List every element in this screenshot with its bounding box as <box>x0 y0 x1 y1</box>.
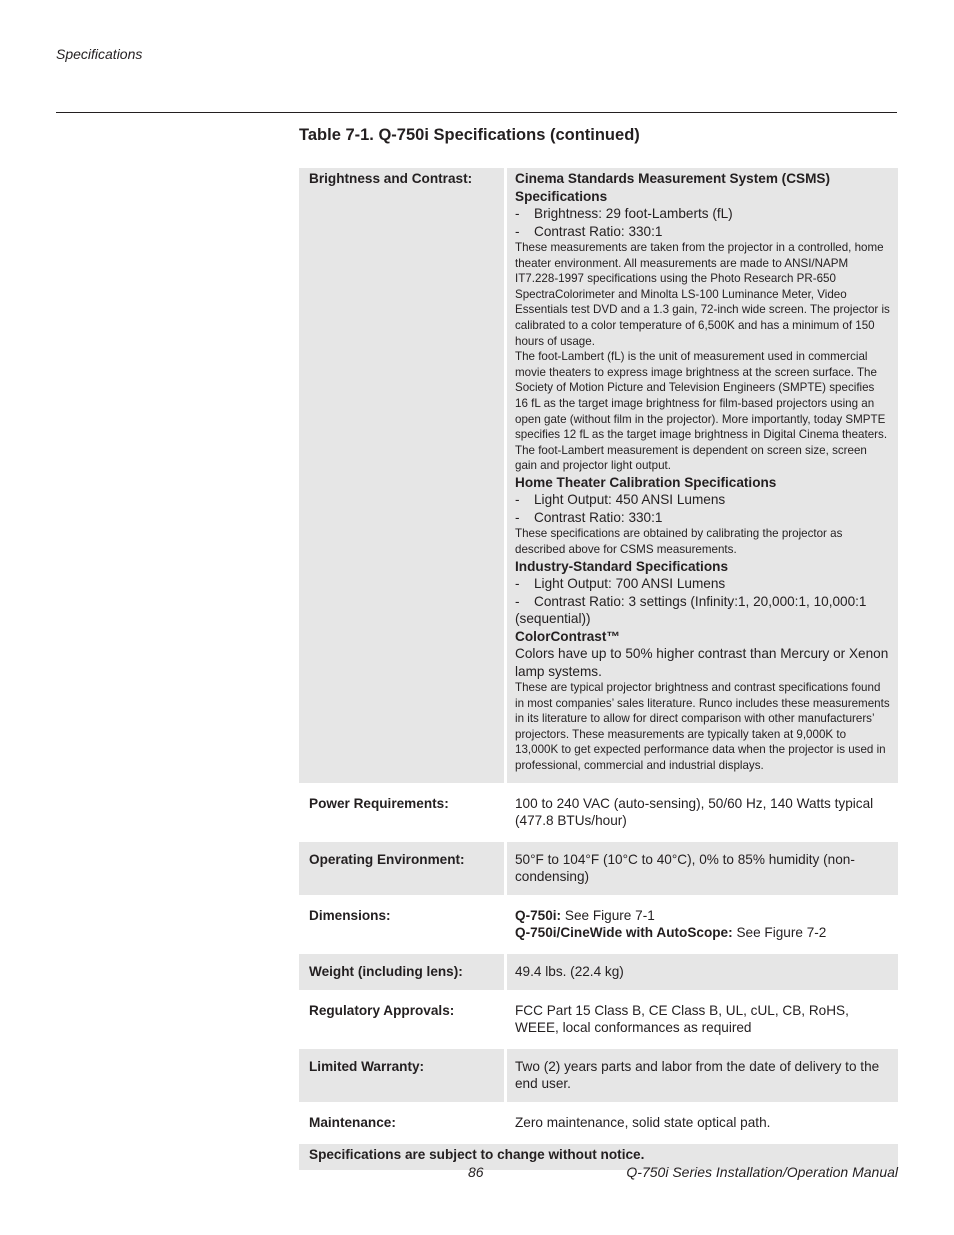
csms-note-1: These measurements are taken from the projector in a controlled, home theater environment. All measurements are made to ANSI/NAPM IT7.228-1997 specifications using the Photo Research PR-650 SpectraColorimeter and Minolta LS-100 Luminance Meter, Video Essentials test DVD and a 1.3 gain, 72-inch wide screen. The projector is calibrated to a color temperature of 6,500K and has a minimum of 150 hours of usage. <box>515 241 890 348</box>
csms-note-2: The foot-Lambert (fL) is the unit of measurement used in commercial movie theaters to express image brightness at the screen surface. The Society of Motion Picture and Television Engineers (SMPTE) specifies 16 fL as the target image brightness for film-based projectors using an open gate (without film in the projector). More importantly, today SMPTE specifies 12 fL as the target image brightness in Digital Cinema theaters. The foot-Lambert measurement is dependent on screen size, screen gain and projector light output. <box>515 350 888 473</box>
table-row-regulatory <box>299 990 898 1046</box>
header-rule <box>56 112 897 113</box>
table-row-power <box>299 783 898 839</box>
row-value-weight: 49.4 lbs. (22.4 kg) <box>504 951 898 990</box>
table-row-dimensions <box>299 895 898 951</box>
csms-heading: Cinema Standards Measurement System (CSMS) Specifications <box>515 171 831 204</box>
table-row-warranty <box>299 1046 898 1102</box>
list-item: - Light Output: 700 ANSI Lumens <box>515 576 726 592</box>
row-value-dimensions <box>504 895 898 951</box>
dimensions-line-1: Q-750i: See Figure 7-1 <box>515 907 655 923</box>
table-row-brightness <box>299 168 898 783</box>
footer-note: Specifications are subject to change without notice. <box>299 1141 898 1170</box>
table-row-maintenance <box>299 1102 898 1141</box>
row-value-warranty: Two (2) years parts and labor from the date of delivery to the end user. <box>504 1046 898 1102</box>
specifications-table <box>299 168 898 1170</box>
row-value-environment: 50°F to 104°F (10°C to 40°C), 0% to 85% humidity (non-condensing) <box>504 839 898 895</box>
table-row-environment <box>299 839 898 895</box>
htc-heading: Home Theater Calibration Specifications <box>515 474 777 490</box>
table-row-weight <box>299 951 898 990</box>
list-item: - Brightness: 29 foot-Lamberts (fL) <box>515 206 733 221</box>
row-value-regulatory: FCC Part 15 Class B, CE Class B, UL, cUL, CB, RoHS, WEEE, local conformances as required <box>504 990 898 1046</box>
list-item: - Contrast Ratio: 330:1 <box>515 509 663 525</box>
row-label-warranty: Limited Warranty: <box>299 1046 504 1102</box>
row-value-power: 100 to 240 VAC (auto-sensing), 50/60 Hz, 140 Watts typical (477.8 BTUs/hour) <box>504 783 898 839</box>
colorcontrast-heading: ColorContrast™ <box>515 628 620 644</box>
row-label-regulatory: Regulatory Approvals: <box>299 990 504 1046</box>
colorcontrast-text: Colors have up to 50% higher contrast than Mercury or Xenon lamp systems. <box>515 646 889 679</box>
row-label-power: Power Requirements: <box>299 783 504 839</box>
row-label-brightness: Brightness and Contrast: <box>299 168 504 783</box>
row-label-environment: Operating Environment: <box>299 839 504 895</box>
page-number: 86 <box>468 1164 484 1180</box>
row-value-maintenance: Zero maintenance, solid state optical path. <box>504 1102 898 1141</box>
row-value-brightness <box>504 168 898 783</box>
row-label-maintenance: Maintenance: <box>299 1102 504 1141</box>
list-item: - Light Output: 450 ANSI Lumens <box>515 492 726 508</box>
list-item: - Contrast Ratio: 3 settings (Infinity:1, 20,000:1, 10,000:1 (sequential)) <box>515 593 867 627</box>
running-header-section: Specifications <box>56 46 143 62</box>
list-item: - Contrast Ratio: 330:1 <box>515 223 663 239</box>
htc-note: These specifications are obtained by calibrating the projector as described above for CSMS measurements. <box>515 527 843 556</box>
dimensions-line-2: Q-750i/CineWide with AutoScope: See Figure 7-2 <box>515 925 827 941</box>
colorcontrast-note: These are typical projector brightness and contrast specifications found in most companies’ sales literature. Runco includes these measurements in its literature to allow for direct comparison with other manufacturers’ projectors. These measurements are typically taken at 9,000K to 13,000K to get expected performance data when the projector is used in professional, commercial and industrial displays. <box>515 681 890 773</box>
table-title: Table 7-1. Q-750i Specifications (continued) <box>299 126 640 144</box>
row-label-dimensions: Dimensions: <box>299 895 504 951</box>
industry-heading: Industry-Standard Specifications <box>515 558 729 574</box>
row-label-weight: Weight (including lens): <box>299 951 504 990</box>
manual-title: Q-750i Series Installation/Operation Manual <box>626 1164 898 1180</box>
